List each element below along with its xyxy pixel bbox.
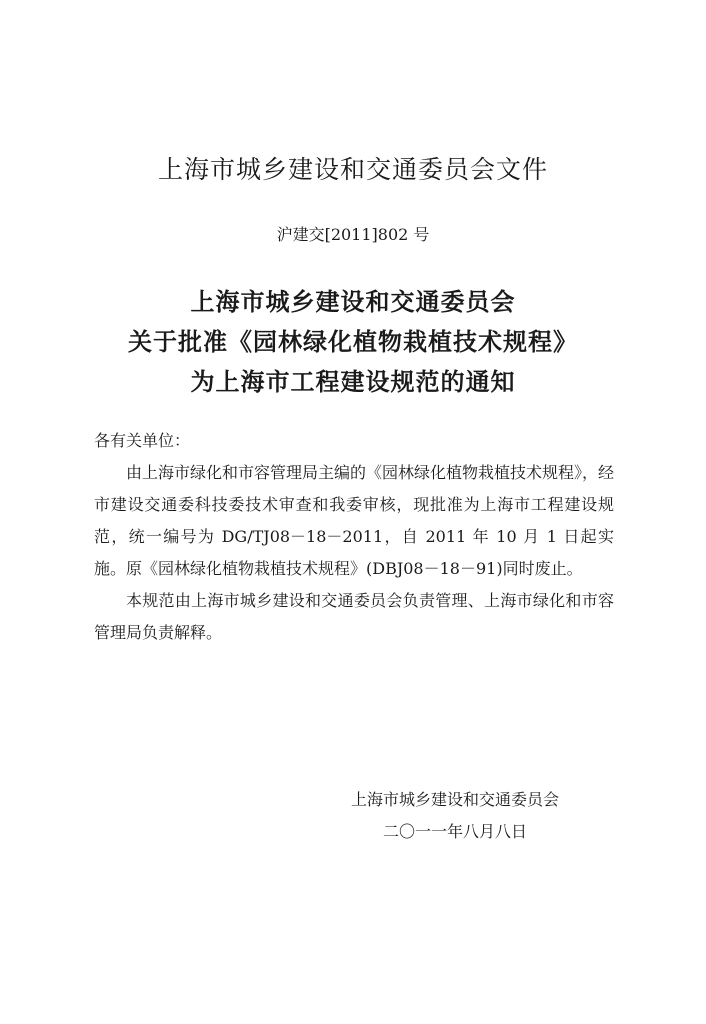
notice-body xyxy=(94,425,614,649)
body-paragraph-2: 本规范由上海市城乡建设和交通委员会负责管理、上海市绿化和市容管理局负责解释。 xyxy=(94,591,614,642)
body-paragraph-1: 由上海市绿化和市容管理局主编的《园林绿化植物栽植技术规程》，经市建设交通委科技委技术审查和我委审核，现批准为上海市工程建设规范，统一编号为 DG/TJ08－18－2011，自 2011 年 10 月 1 日起实施。原《园林绿化植物栽植技术规程》(DBJ08－18－91)同时废止。 xyxy=(94,463,615,578)
salutation: 各有关单位： xyxy=(94,431,191,450)
document-number: 沪建交[2011]802 号 xyxy=(276,225,430,244)
signing-organization: 上海市城乡建设和交通委员会 xyxy=(350,790,559,809)
title-line-2: 关于批准《园林绿化植物栽植技术规程》 xyxy=(128,328,578,356)
notice-title xyxy=(0,282,706,402)
issuer-file-heading: 上海市城乡建设和交通委员会文件 xyxy=(157,155,548,184)
signature-block xyxy=(330,784,580,848)
title-line-3: 为上海市工程建设规范的通知 xyxy=(190,368,516,396)
title-line-1: 上海市城乡建设和交通委员会 xyxy=(190,288,516,316)
signing-date: 二〇一一年八月八日 xyxy=(382,822,527,841)
